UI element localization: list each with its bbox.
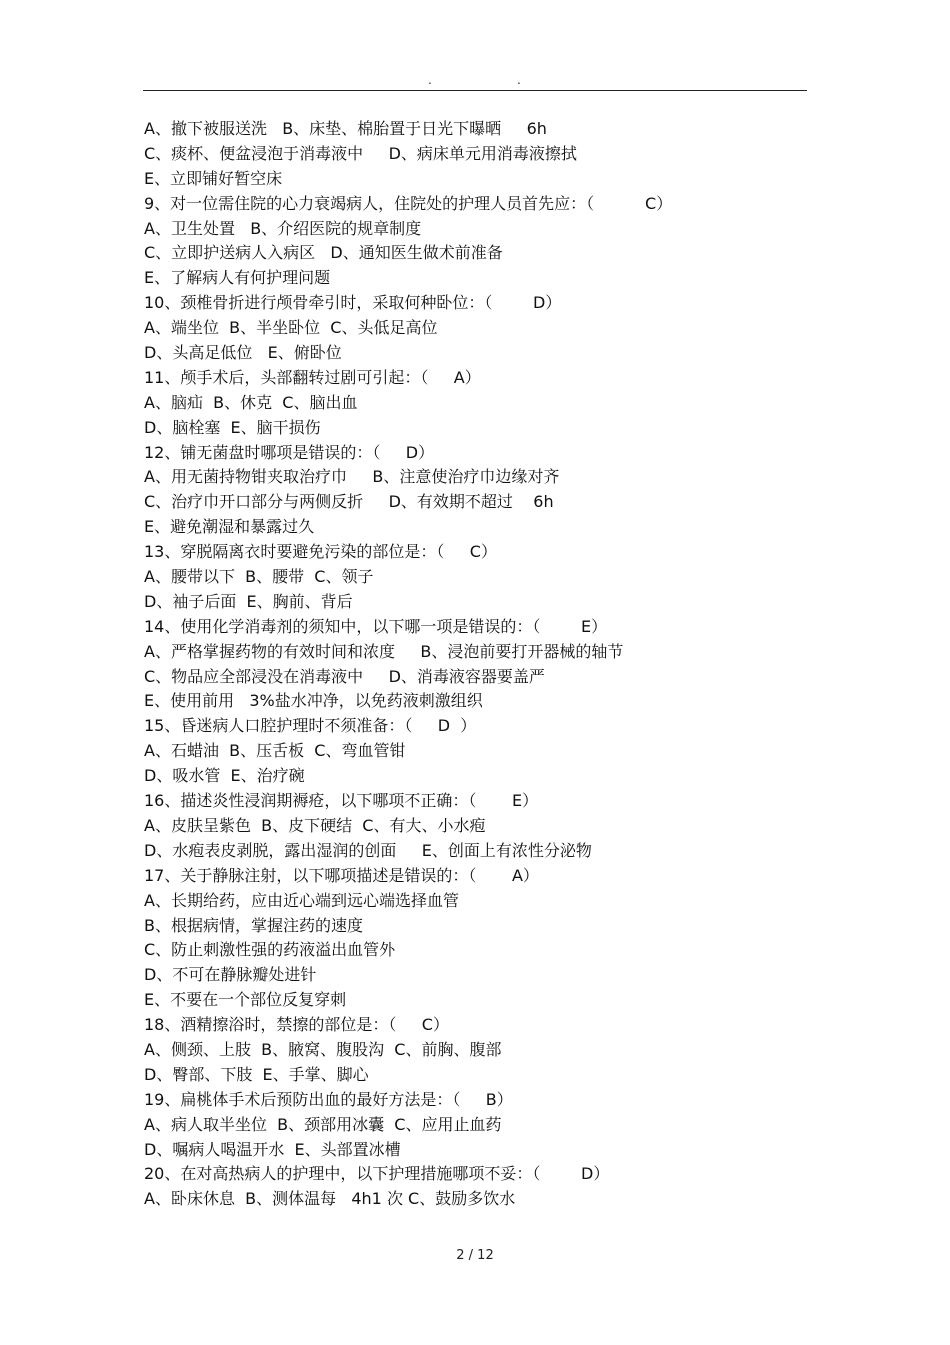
text-line: A、卧床休息 B、测体温每 4h1 次 C、鼓励多饮水 bbox=[144, 1189, 516, 1209]
text-line: C、立即护送病人入病区 D、通知医生做术前准备 bbox=[144, 243, 503, 263]
text-line: 19、扁桃体手术后预防出血的最好方法是：（ B） bbox=[144, 1089, 513, 1109]
text-line: 13、穿脱隔离衣时要避免污染的部位是：（ C） bbox=[144, 542, 497, 562]
text-line: A、石蜡油 B、压舌板 C、弯血管钳 bbox=[144, 741, 406, 761]
text-line: 9、对一位需住院的心力衰竭病人，住院处的护理人员首先应：（ C） bbox=[144, 193, 673, 213]
text-line: A、卫生处置 B、介绍医院的规章制度 bbox=[144, 218, 422, 238]
header-dot-right: . bbox=[517, 73, 521, 87]
text-line: D、臀部、下肢 E、手掌、脚心 bbox=[144, 1064, 369, 1084]
text-line: 18、酒精擦浴时，禁擦的部位是：（ C） bbox=[144, 1015, 449, 1035]
text-line: D、嘱病人喝温开水 E、头部置冰槽 bbox=[144, 1139, 401, 1159]
text-line: 14、使用化学消毒剂的须知中，以下哪一项是错误的：（ E） bbox=[144, 616, 608, 636]
page-header bbox=[0, 72, 950, 88]
text-line: D、头高足低位 E、俯卧位 bbox=[144, 343, 342, 363]
text-line: A、腰带以下 B、腰带 C、领子 bbox=[144, 567, 374, 587]
text-line: A、严格掌握药物的有效时间和浓度 B、浸泡前要打开器械的轴节 bbox=[144, 641, 624, 661]
text-line: E、避免潮湿和暴露过久 bbox=[144, 517, 315, 537]
text-line: A、皮肤呈紫色 B、皮下硬结 C、有大、小水疱 bbox=[144, 815, 486, 835]
text-line: C、治疗巾开口部分与两侧反折 D、有效期不超过 6h bbox=[144, 492, 554, 512]
text-line: E、使用前用 3%盐水冲净，以免药液刺激组织 bbox=[144, 691, 483, 711]
text-line: 10、颈椎骨折进行颅骨牵引时，采取何种卧位：（ D） bbox=[144, 293, 562, 313]
text-line: D、不可在静脉瓣处进针 bbox=[144, 965, 317, 985]
text-line: A、侧颈、上肢 B、腋窝、腹股沟 C、前胸、腹部 bbox=[144, 1039, 502, 1059]
header-dot-left: . bbox=[428, 73, 432, 87]
text-line: A、长期给药，应由近心端到远心端选择血管 bbox=[144, 890, 459, 910]
text-line: 15、昏迷病人口腔护理时不须准备：（ D ） bbox=[144, 716, 477, 736]
text-line: 20、在对高热病人的护理中，以下护理措施哪项不妥：（ D） bbox=[144, 1164, 610, 1184]
text-line: E、立即铺好暂空床 bbox=[144, 168, 283, 188]
text-line: 12、铺无菌盘时哪项是错误的：（ D） bbox=[144, 442, 435, 462]
text-line: 17、关于静脉注射，以下哪项描述是错误的：（ A） bbox=[144, 865, 539, 885]
text-line: E、不要在一个部位反复穿刺 bbox=[144, 990, 347, 1010]
text-line: A、脑疝 B、休克 C、脑出血 bbox=[144, 392, 358, 412]
text-line: E、了解病人有何护理问题 bbox=[144, 268, 331, 288]
text-line: A、撤下被服送洗 B、床垫、棉胎置于日光下曝晒 6h bbox=[144, 119, 547, 138]
text-line: A、端坐位 B、半坐卧位 C、头低足高位 bbox=[144, 318, 438, 338]
text-line: C、痰杯、便盆浸泡于消毒液中 D、病床单元用消毒液擦拭 bbox=[144, 143, 577, 163]
text-line: A、病人取半坐位 B、颈部用冰囊 C、应用止血药 bbox=[144, 1114, 502, 1134]
header-divider bbox=[143, 90, 807, 91]
text-line: D、水疱表皮剥脱，露出湿润的创面 E、创面上有浓性分泌物 bbox=[144, 840, 592, 860]
document-body bbox=[144, 117, 804, 1212]
text-line: C、物品应全部浸没在消毒液中 D、消毒液容器要盖严 bbox=[144, 666, 545, 686]
page-number: 2 / 12 bbox=[456, 1248, 494, 1263]
text-line: D、脑栓塞 E、脑干损伤 bbox=[144, 417, 321, 437]
text-line: C、防止刺激性强的药液溢出血管外 bbox=[144, 940, 396, 960]
text-line: D、吸水管 E、治疗碗 bbox=[144, 766, 305, 786]
text-line: 11、颅手术后，头部翻转过剧可引起：（ A） bbox=[144, 367, 481, 387]
text-line: B、根据病情，掌握注药的速度 bbox=[144, 915, 363, 935]
text-line: 16、描述炎性浸润期褥疮，以下哪项不正确：（ E） bbox=[144, 791, 539, 811]
text-line: A、用无菌持物钳夹取治疗巾 B、注意使治疗巾边缘对齐 bbox=[144, 467, 560, 487]
text-line: D、袖子后面 E、胸前、背后 bbox=[144, 591, 353, 611]
